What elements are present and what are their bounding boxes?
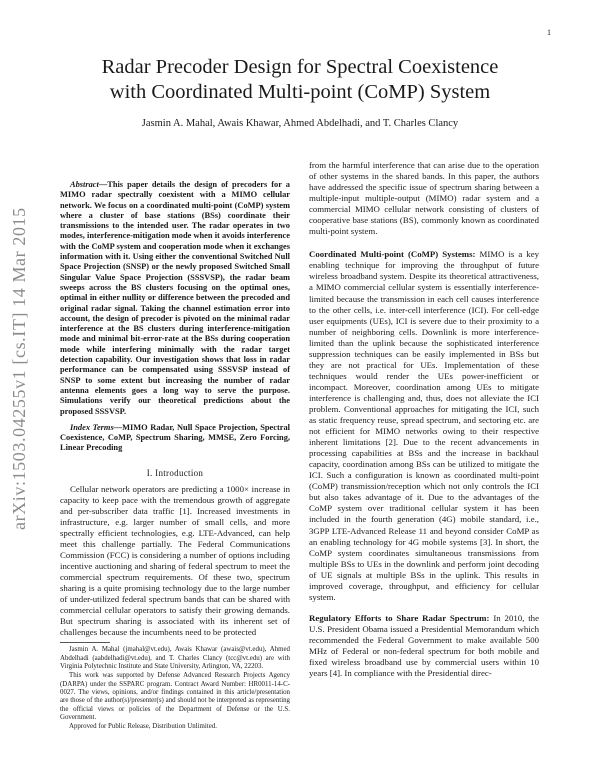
index-terms-label: Index Terms <box>70 422 114 432</box>
section-heading-introduction: I. Introduction <box>146 467 204 478</box>
footnote-approval: Approved for Public Release, Distribution Unlimited. <box>69 723 217 731</box>
paper-title <box>40 55 560 105</box>
abstract <box>60 180 290 417</box>
abstract-text: —This paper details the design of precoders for a MIMO radar spectrally coexistent with a MIMO cellular network. We focus on a coordinated multi-point (CoMP) system where a cluster of base stations (BSs) coordinate their transmissions to the intended user. The radar operates in two modes, interference-mitigation mode when it avoids interference with the CoMP system and cooperation mode when it exchanges information with it. Using either the conventional Switched Null Space Projection (SNSP) or the newly proposed Switched Small Singular Value Space Projection (SSSVSP), the radar beam sweeps across the BS clusters focusing on the optimal ones, optimal in either nullity or difference between the precoded and original radar signal. Taking the channel estimation error into account, the design of precoder is pivoted on the minimal radar interference at the BS clusters during interference-mitigation mode and minimal bit-error-rate at the BSs during cooperation mode while interfering minimally with the radar target detection capability. Our investigation shows that loss in radar performance can be compensated using SSSVSP instead of SNSP to some extent but increasing the number of radar antenna elements goes a long way to serve the purpose. Simulations verify our theoretical predictions about the proposed SSSVSP. <box>60 180 290 416</box>
title-line-2: with Coordinated Multi-point (CoMP) System <box>109 81 491 103</box>
arxiv-stamp: arXiv:1503.04255v1 [cs.IT] 14 Mar 2015 <box>9 207 29 530</box>
footnote-affiliations: Jasmin A. Mahal (jmahal@vt.edu), Awais Khawar (awais@vt.edu), Ahmed Abdelhadi (aabdelhadi@vt.edu), and T. Charles Clancy (tcc@vt.edu) are with Virginia Polytechnic Institute and State University, Arlington, VA, 22203. <box>60 646 290 671</box>
author-list: Jasmin A. Mahal, Awais Khawar, Ahmed Abdelhadi, and T. Charles Clancy <box>141 118 459 129</box>
abstract-label: Abstract <box>70 180 99 189</box>
footnote-rule <box>60 642 110 643</box>
comp-systems-lead: Coordinated Multi-point (CoMP) Systems: <box>309 249 476 260</box>
page-number: 1 <box>547 28 551 37</box>
regulatory-text: In 2010, the U.S. President Obama issued a Presidential Memorandum which recommended the Federal Government to make available 500 MHz of Federal or non-federal spectrum for both mobile and fixed wireless broadband use by commercial users within 10 years [4]. In compliance with the Presidential direc- <box>309 612 539 679</box>
left-column <box>60 180 290 731</box>
index-terms <box>60 423 290 454</box>
footnote-funding: This work was supported by Defense Advanced Research Projects Agency (DARPA) under the SSPARC program. Contract Award Number: HR0011-14-C-0027. The views, opinions, and/or findings contained in this article/presentation are those of the author(s)/presenter(s) and should not be interpreted as representing the official views or policies of the Department of Defense or the U.S. Government. <box>60 672 290 721</box>
intro-paragraph: Cellular network operators are predicting a 1000× increase in capacity to keep pace with the tremendous growth of aggregate and per-subscriber data traffic [1]. Increased investments in infrastructure, e.g. larger number of small cells, and more spectrally efficient technologies, e.g. LTE-Advanced, can help meet this challenge partially. The Federal Communications Commission (FCC) is considering a number of options including incentive auctioning and sharing of federal spectrum to meet the commercial spectrum requirements. Of these two, spectrum sharing is a quite promising technology due to the large number of under-utilized federal spectrum bands that can be shared with commercial cellular operators to satisfy their growing demands. But spectrum sharing is associated with its inherent set of challenges because the incumbents need to be protected <box>60 483 290 638</box>
index-terms-text: —MIMO Radar, Null Space Projection, Spectral Coexistence, CoMP, Spectrum Sharing, MMSE, Zero Forcing, Linear Precoding <box>60 422 291 453</box>
title-line-1: Radar Precoder Design for Spectral Coexistence <box>101 56 499 78</box>
right-column <box>309 160 539 689</box>
comp-systems-paragraph <box>309 249 539 603</box>
comp-systems-text: MIMO is a key enabling technique for improving the throughput of future wireless broadband system. Despite its theoretical attractiveness, a MIMO commercial cellular system is essentially interference-limited because the transmission in each cell causes interference to the other cells, i.e. inter-cell interference (ICI). For cell-edge user equipments (UEs), ICI is severe due to their proximity to a number of neighboring cells. Downlink is more interference-limited than the uplink because the sophisticated interference suppression techniques can be easily implemented in BSs but they are not practical for UEs. Implementation of these techniques would render the UEs power-inefficient or incompact. Moreover, coordination among UEs to mitigate interference is challenging and, thus, does not alleviate the ICI problem. Conventional approaches for mitigating the ICI, such as static frequency reuse, spread spectrum, and sectoring etc. are not efficient for MIMO networks owing to their respective inherent limitations [2]. Due to the recent advancements in processing capabilities at BSs and the increase in backhaul capacity, coordination among BSs can be utilized to mitigate the ICI. Such a configuration is known as coordinated multi-point (CoMP) transmission/reception which not only controls the ICI but also takes advantage of it. Due to the advantages of the CoMP system over traditional cellular system it has been included in the fourth generation (4G) mobile standard, i.e., 3GPP LTE-Advanced Release 11 and beyond consider CoMP as an enabling technology for 4G mobile systems [3]. In short, the CoMP system coordinates simultaneous transmissions from multiple BSs to UEs in the downlink and perform joint decoding of UE signals at multiple BSs in the uplink. This results in improved coverage, throughput, and efficiency for cellular system. <box>309 249 539 602</box>
right-paragraph-continuation: from the harmful interference that can arise due to the operation of other systems in the shared bands. In this paper, the authors have addressed the specific issue of spectrum sharing between a multiple-input multiple-output (MIMO) radar system and a commercial MIMO cellular network consisting of clusters of cooperative base stations (BS), commonly known as coordinated multi-point system. <box>309 160 539 237</box>
regulatory-lead: Regulatory Efforts to Share Radar Spectrum: <box>309 612 490 623</box>
regulatory-paragraph <box>309 613 539 679</box>
